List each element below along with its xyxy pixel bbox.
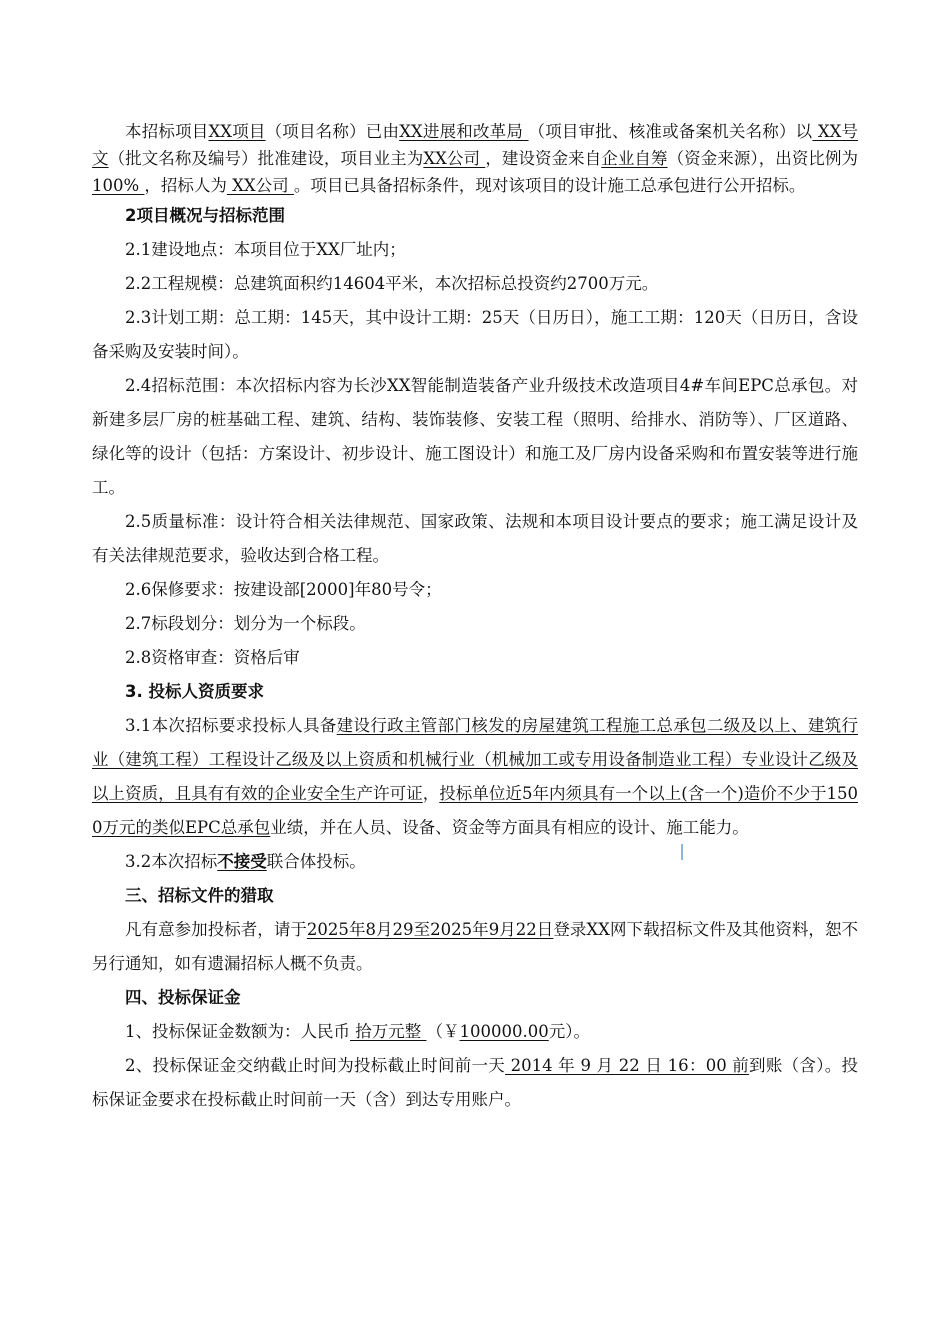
deposit-deadline: 2014 年 9 月 22 日 16：00 前 xyxy=(505,1056,750,1075)
consortium-text: 3.2本次招标 xyxy=(125,852,218,871)
qualification-text: ， xyxy=(422,784,440,803)
tender-doc-text: 凡有意参加投标者，请于 xyxy=(125,920,307,939)
section-2-heading: 2项目概况与招标范围 xyxy=(125,206,285,225)
deposit-text: （￥ xyxy=(426,1022,460,1041)
deposit-text: 1、投标保证金数额为：人民币 xyxy=(125,1022,350,1041)
consortium-not-accepted: 不接受 xyxy=(217,852,267,871)
qualification-text: 3.1本次招标要求投标人具备 xyxy=(125,716,337,735)
intro-text: 。项目已具备招标条件，现对该项目的设计施工总承包进行公开招标。 xyxy=(293,176,806,195)
text-cursor xyxy=(681,844,683,860)
owner-field: XX公司 xyxy=(423,149,486,168)
section-2-item: 2.7标段划分：划分为一个标段。 xyxy=(125,614,366,633)
funding-ratio-field: 100% xyxy=(92,176,145,195)
intro-text: （项目名称）已由 xyxy=(265,122,400,141)
section-2-item: 2.3计划工期：总工期：145天，其中设计工期：25天（日历日），施工工期：120天（日历日，含设备采购及安装时间）。 xyxy=(92,308,858,361)
section-si-heading: 四、投标保证金 xyxy=(125,988,241,1007)
intro-text: （批文名称及编号）批准建设，项目业主为 xyxy=(108,149,424,168)
section-2-item: 2.5质量标准：设计符合相关法律规范、国家政策、法规和本项目设计要点的要求；施工满足设计及有关法律规范要求，验收达到合格工程。 xyxy=(92,512,858,565)
deposit-amount-paragraph xyxy=(92,1015,858,1049)
approval-doc-field: XX号文 xyxy=(92,122,859,168)
consortium-text: 联合体投标。 xyxy=(266,852,366,871)
intro-text: 本招标项目 xyxy=(125,122,209,141)
section-san-heading: 三、招标文件的猎取 xyxy=(125,886,274,905)
qualification-text: 业绩，并在人员、设备、资金等方面具有相应的设计、施工能力。 xyxy=(270,818,749,837)
qualification-requirement: 建设行政主管部门核发的房屋建筑工程施工总承包二级及以上、建筑行业（建筑工程）工程设计乙级及以上资质和机械行业（机械加工或专用设备制造业工程）专业设计乙级及以上资质，且具有有效的企业安全生产许可证 xyxy=(92,716,858,803)
tender-doc-text: 登录XX网下载招标文件及其他资料，恕不另行通知，如有遗漏招标人概不负责。 xyxy=(92,920,858,973)
section-2-item: 2.4招标范围：本次招标内容为长沙XX智能制造装备产业升级技术改造项目4#车间EPC总承包。对新建多层厂房的桩基础工程、建筑、结构、装饰装修、安装工程（照明、给排水、消防等）、厂区道路、绿化等的设计（包括：方案设计、初步设计、施工图设计）和施工及厂房内设备采购和布置安装等进行施工。 xyxy=(92,376,858,497)
deposit-amount-words: 拾万元整 xyxy=(350,1022,427,1041)
tenderer-field: XX公司 xyxy=(226,176,294,195)
deposit-text: 到账（含）。投标保证金要求在投标截止时间前一天（含）到达专用账户。 xyxy=(92,1056,859,1109)
intro-text: ，建设资金来自 xyxy=(485,149,602,168)
deposit-deadline-paragraph xyxy=(92,1049,858,1117)
tender-doc-paragraph xyxy=(92,913,858,981)
deposit-text: 2、投标保证金交纳截止时间为投标截止时间前一天 xyxy=(125,1056,506,1075)
section-2-item: 2.8资格审查：资格后审 xyxy=(125,648,300,667)
performance-requirement: 投标单位近5年内须具有一个以上(含一个)造价不少于1500万元的类似EPC总承包 xyxy=(92,784,859,837)
approval-authority-field: XX进展和改革局 xyxy=(399,122,529,141)
qualification-paragraph xyxy=(92,709,858,845)
consortium-paragraph xyxy=(92,845,858,879)
section-2-item: 2.1建设地点：本项目位于XX厂址内； xyxy=(125,240,406,259)
intro-paragraph xyxy=(92,118,858,199)
section-2-item: 2.6保修要求：按建设部[2000]年80号令； xyxy=(125,580,442,599)
deposit-amount-number: 100000.00 xyxy=(459,1022,549,1041)
deposit-text: 元）。 xyxy=(548,1022,590,1041)
intro-text: （资金来源），出资比例为 xyxy=(667,149,859,168)
funding-source-field: 企业自筹 xyxy=(601,149,668,168)
project-name-field: XX项目 xyxy=(208,122,266,141)
section-3-heading: 3. 投标人资质要求 xyxy=(125,682,264,701)
intro-text: ，招标人为 xyxy=(144,176,227,195)
section-2-item: 2.2工程规模：总建筑面积约14604平米，本次招标总投资约2700万元。 xyxy=(125,274,659,293)
intro-text: （项目审批、核准或备案机关名称）以 xyxy=(528,122,813,141)
download-period: 2025年8月29至2025年9月22日 xyxy=(306,920,554,939)
